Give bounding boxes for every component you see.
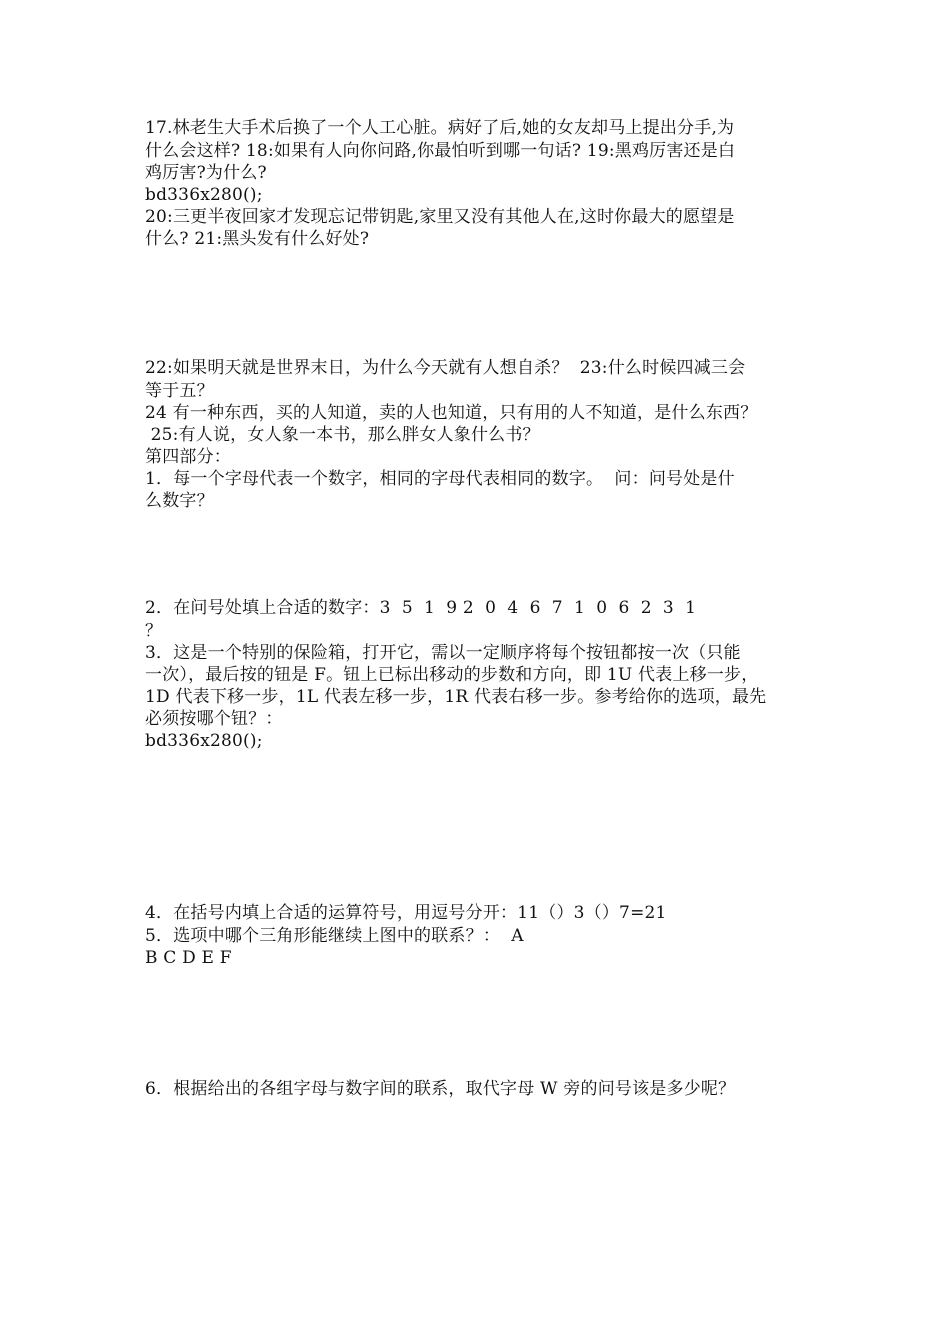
text-line: 2．在问号处填上合适的数字：3 5 1 9 2 0 4 6 7 1 0 6 2 3 1 [145, 598, 697, 618]
text-line: 22:如果明天就是世界末日，为什么今天就有人想自杀？ 23:什么时候四减三会 [145, 358, 746, 378]
text-line: 3．这是一个特别的保险箱，打开它，需以一定顺序将每个按钮都按一次（只能 [145, 643, 741, 663]
text-line: 20:三更半夜回家才发现忘记带钥匙,家里又没有其他人在,这时你最大的愿望是 [145, 207, 735, 227]
text-line: 6．根据给出的各组字母与数字间的联系，取代字母 W 旁的问号该是多少呢？ [145, 1079, 736, 1099]
text-line: B C D E F [145, 948, 232, 968]
text-line: 等于五？ [145, 381, 214, 401]
text-line: 5．选项中哪个三角形能继续上图中的联系？： A [145, 926, 524, 946]
text-line: 一次），最后按的钮是 F。钮上已标出移动的步数和方向，即 1U 代表上移一步， [145, 665, 759, 685]
text-line: 鸡厉害?为什么? [145, 163, 267, 183]
text-line: ？ [145, 621, 163, 641]
text-line: 1．每一个字母代表一个数字，相同的字母代表相同的数字。 问：问号处是什 [145, 469, 735, 489]
text-line: 必须按哪个钮？： [145, 709, 283, 729]
text-line: 25:有人说，女人象一本书，那么胖女人象什么书？ [145, 425, 540, 445]
text-line: 17.林老生大手术后换了一个人工心脏。病好了后,她的女友却马上提出分手,为 [145, 118, 735, 138]
text-line: 1D 代表下移一步，1L 代表左移一步，1R 代表右移一步。参考给你的选项，最先 [145, 687, 767, 707]
text-line: 24 有一种东西，买的人知道，卖的人也知道，只有用的人不知道，是什么东西？ [145, 403, 758, 423]
text-line: 什么? 21:黑头发有什么好处? [145, 229, 370, 249]
text-line: 什么会这样? 18:如果有人向你问路,你最怕听到哪一句话? 19:黑鸡厉害还是白 [145, 141, 736, 161]
text-line: bd336x280(); [145, 185, 263, 205]
text-line: 4．在括号内填上合适的运算符号，用逗号分开：11（）3（）7=21 [145, 903, 667, 923]
text-line: 么数字？ [145, 491, 214, 511]
text-line: bd336x280(); [145, 731, 263, 751]
section-heading: 第四部分： [145, 447, 231, 467]
